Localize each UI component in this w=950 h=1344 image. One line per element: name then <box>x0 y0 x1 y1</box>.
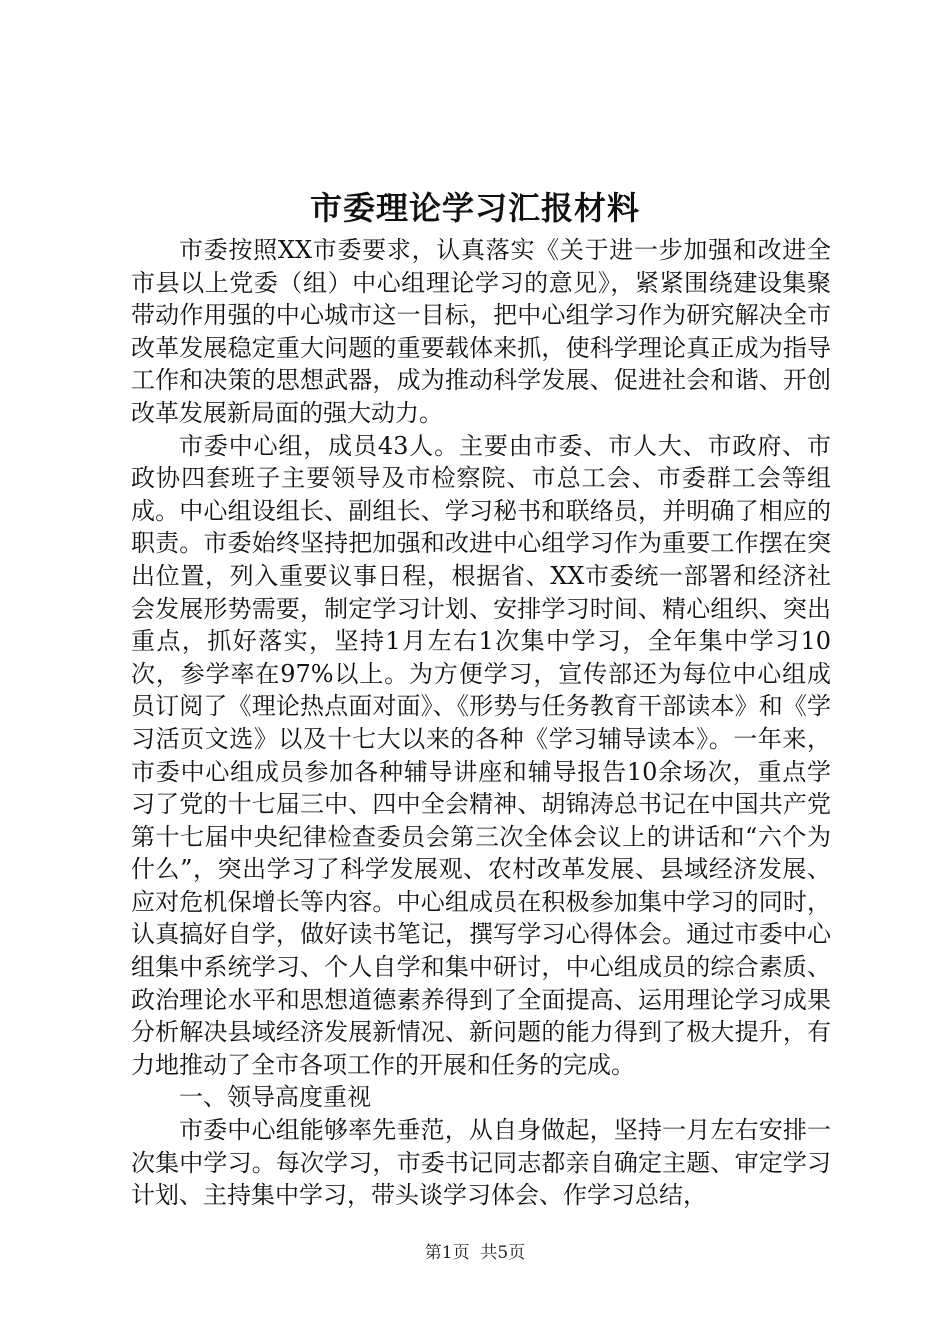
section-heading-leadership: 一、领导高度重视 <box>179 1083 371 1112</box>
document-body <box>131 234 831 1212</box>
page-footer <box>0 1241 950 1265</box>
document-title: 市委理论学习汇报材料 <box>309 189 640 227</box>
page-number: 第1页 <box>424 1243 470 1263</box>
page-total: 共5页 <box>480 1243 526 1263</box>
paragraph-leadership: 市委中心组能够率先垂范，从自身做起，坚持一月左右安排一次集中学习。每次学习，市委书记同志都亲自确定主题、审定学习计划、主持集中学习，带头谈学习体会、作学习总结， <box>131 1116 831 1210</box>
paragraph-central-group: 市委中心组，成员43人。主要由市委、市人大、市政府、市政协四套班子主要领导及市检察院、市总工会、市委群工会等组成。中心组设组长、副组长、学习秘书和联络员，并明确了相应的职责。市委始终坚持把加强和改进中心组学习作为重要工作摆在突出位置，列入重要议事日程，根据省、XX市委统一部署和经济社会发展形势需要，制定学习计划、安排学习时间、精心组织、突出重点，抓好落实，坚持1月左右1次集中学习，全年集中学习10次，参学率在97%以上。为方便学习，宣传部还为每位中心组成员订阅了《理论热点面对面》、《形势与任务教育干部读本》和《学习活页文选》以及十七大以来的各种《学习辅导读本》。一年来，市委中心组成员参加各种辅导讲座和辅导报告10余场次，重点学习了党的十七届三中、四中全会精神、胡锦涛总书记在中国共产党第十七届中央纪律检查委员会第三次全体会议上的讲话和“六个为什么”，突出学习了科学发展观、农村改革发展、县域经济发展、应对危机保增长等内容。中心组成员在积极参加集中学习的同时，认真搞好自学，做好读书笔记，撰写学习心得体会。通过市委中心组集中系统学习、个人自学和集中研讨，中心组成员的综合素质、政治理论水平和思想道德素养得到了全面提高、运用理论学习成果分析解决县域经济发展新情况、新问题的能力得到了极大提升，有力地推动了全市各项工作的开展和任务的完成。 <box>131 431 831 1079</box>
paragraph-intro: 市委按照XX市委要求，认真落实《关于进一步加强和改进全市县以上党委（组）中心组理论学习的意见》，紧紧围绕建设集聚带动作用强的中心城市这一目标，把中心组学习作为研究解决全市改革发展稳定重大问题的重要载体来抓，使科学理论真正成为指导工作和决策的思想武器，成为推动科学发展、促进社会和谐、开创改革发展新局面的强大动力。 <box>131 236 831 427</box>
